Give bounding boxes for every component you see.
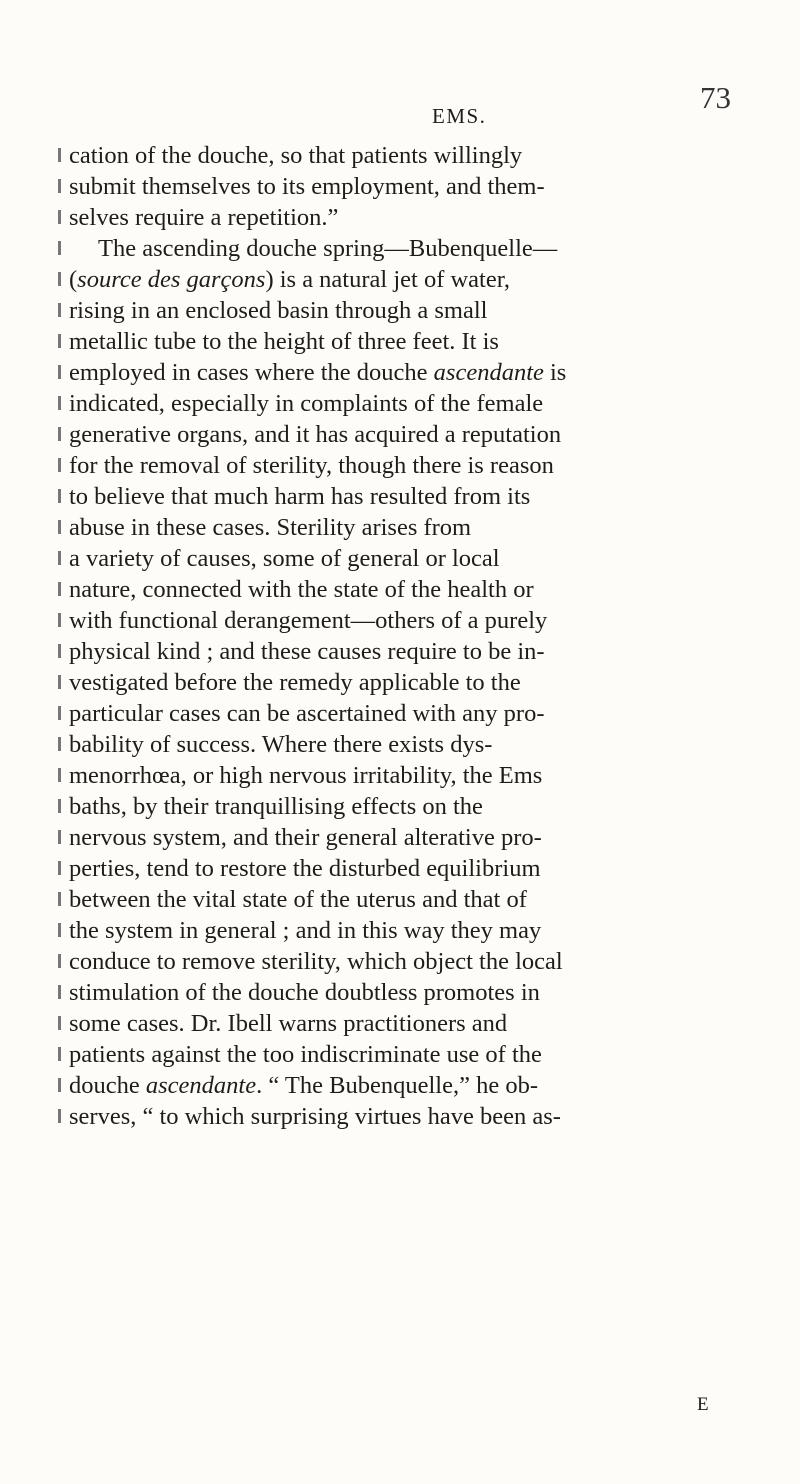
italic-phrase: ascendante [145, 1072, 257, 1099]
line-text-segment: is [543, 359, 567, 386]
line-text: the system in general ; and in this way they may [69, 917, 542, 944]
binding-edge-mark [58, 1078, 61, 1092]
line-text: indicated, especially in complaints of the female [69, 390, 544, 417]
line-text: The ascending douche spring—Bubenquelle— [98, 235, 558, 262]
text-line [0, 791, 800, 822]
line-text-segment: ) is a natural jet of water, [265, 266, 511, 293]
text-line [0, 419, 800, 450]
body-text [0, 140, 800, 1132]
text-line [0, 481, 800, 512]
text-line [0, 171, 800, 202]
line-text [69, 357, 566, 388]
text-line [0, 1039, 800, 1070]
text-line [0, 264, 800, 295]
binding-edge-mark [58, 892, 61, 906]
line-text: for the removal of sterility, though there is reason [69, 452, 554, 479]
binding-edge-mark [58, 427, 61, 441]
binding-edge-mark [58, 1016, 61, 1030]
line-text: baths, by their tranquillising effects on the [69, 793, 483, 820]
text-line [0, 822, 800, 853]
binding-edge-mark [58, 303, 61, 317]
text-line [0, 760, 800, 791]
binding-edge-mark [58, 582, 61, 596]
signature-mark: E [697, 1394, 710, 1415]
line-text: selves require a repetition.” [69, 204, 339, 231]
line-text: between the vital state of the uterus and that of [69, 886, 527, 913]
binding-edge-mark [58, 396, 61, 410]
text-line [0, 574, 800, 605]
text-line [0, 388, 800, 419]
text-line [0, 1008, 800, 1039]
text-line [0, 202, 800, 233]
line-text: a variety of causes, some of general or local [69, 545, 500, 572]
text-line [0, 450, 800, 481]
text-line [0, 512, 800, 543]
line-text: menorrhœa, or high nervous irritability, the Ems [69, 762, 543, 789]
page-number: 73 [700, 80, 731, 115]
binding-edge-mark [58, 675, 61, 689]
text-line [0, 853, 800, 884]
text-line [0, 140, 800, 171]
binding-edge-mark [58, 613, 61, 627]
line-text: some cases. Dr. Ibell warns practitioners and [69, 1010, 508, 1037]
text-line [0, 326, 800, 357]
binding-edge-mark [58, 737, 61, 751]
line-text: serves, “ to which surprising virtues have been as- [69, 1103, 561, 1130]
italic-phrase: source des garçons [77, 266, 266, 293]
binding-edge-mark [58, 799, 61, 813]
line-text: vestigated before the remedy applicable to the [69, 669, 521, 696]
text-line [0, 1070, 800, 1101]
binding-edge-mark [58, 458, 61, 472]
line-text: bability of success. Where there exists dys- [69, 731, 493, 758]
line-text: particular cases can be ascertained with any pro- [69, 700, 545, 727]
binding-edge-mark [58, 923, 61, 937]
line-text-segment: ( [69, 266, 78, 293]
binding-edge-mark [58, 365, 61, 379]
binding-edge-mark [58, 1047, 61, 1061]
line-text: abuse in these cases. Sterility arises from [69, 514, 472, 541]
line-text: with functional derangement—others of a purely [69, 607, 548, 634]
binding-edge-mark [58, 520, 61, 534]
line-text: patients against the too indiscriminate use of the [69, 1041, 542, 1068]
binding-edge-mark [58, 706, 61, 720]
binding-edge-mark [58, 241, 61, 255]
text-line [0, 357, 800, 388]
text-line [0, 636, 800, 667]
line-text: metallic tube to the height of three feet. It is [69, 328, 499, 355]
binding-edge-mark [58, 551, 61, 565]
line-text-segment: . “ The Bubenquelle,” he ob- [256, 1072, 538, 1099]
line-text: rising in an enclosed basin through a small [69, 297, 488, 324]
text-line [0, 884, 800, 915]
binding-edge-mark [58, 334, 61, 348]
line-text: physical kind ; and these causes require to be in- [69, 638, 545, 665]
binding-edge-mark [58, 954, 61, 968]
line-text: perties, tend to restore the disturbed equilibrium [69, 855, 541, 882]
text-line [0, 977, 800, 1008]
line-text: conduce to remove sterility, which object the local [69, 948, 563, 975]
binding-edge-mark [58, 768, 61, 782]
line-text: to believe that much harm has resulted from its [69, 483, 531, 510]
text-line [0, 667, 800, 698]
binding-edge-mark [58, 644, 61, 658]
text-line [0, 698, 800, 729]
binding-edge-mark [58, 985, 61, 999]
line-text [69, 264, 510, 295]
text-line [0, 1101, 800, 1132]
line-text: stimulation of the douche doubtless promotes in [69, 979, 540, 1006]
line-text [69, 1070, 538, 1101]
line-text: generative organs, and it has acquired a reputation [69, 421, 562, 448]
line-text-segment: douche [69, 1072, 146, 1099]
text-line [0, 946, 800, 977]
line-text-segment: employed in cases where the douche [69, 359, 434, 386]
text-line [0, 543, 800, 574]
running-head: EMS. [432, 104, 487, 128]
line-text: submit themselves to its employment, and them- [69, 173, 545, 200]
binding-edge-mark [58, 210, 61, 224]
text-line [0, 915, 800, 946]
binding-edge-mark [58, 830, 61, 844]
line-text: nature, connected with the state of the health or [69, 576, 534, 603]
binding-edge-mark [58, 148, 61, 162]
text-line [0, 729, 800, 760]
italic-phrase: ascendante [433, 359, 544, 386]
binding-edge-mark [58, 1109, 61, 1123]
text-line [0, 295, 800, 326]
text-line [0, 233, 800, 264]
binding-edge-mark [58, 861, 61, 875]
binding-edge-mark [58, 272, 61, 286]
line-text: cation of the douche, so that patients willingly [69, 142, 523, 169]
binding-edge-mark [58, 489, 61, 503]
line-text: nervous system, and their general alterative pro- [69, 824, 542, 851]
text-line [0, 605, 800, 636]
binding-edge-mark [58, 179, 61, 193]
